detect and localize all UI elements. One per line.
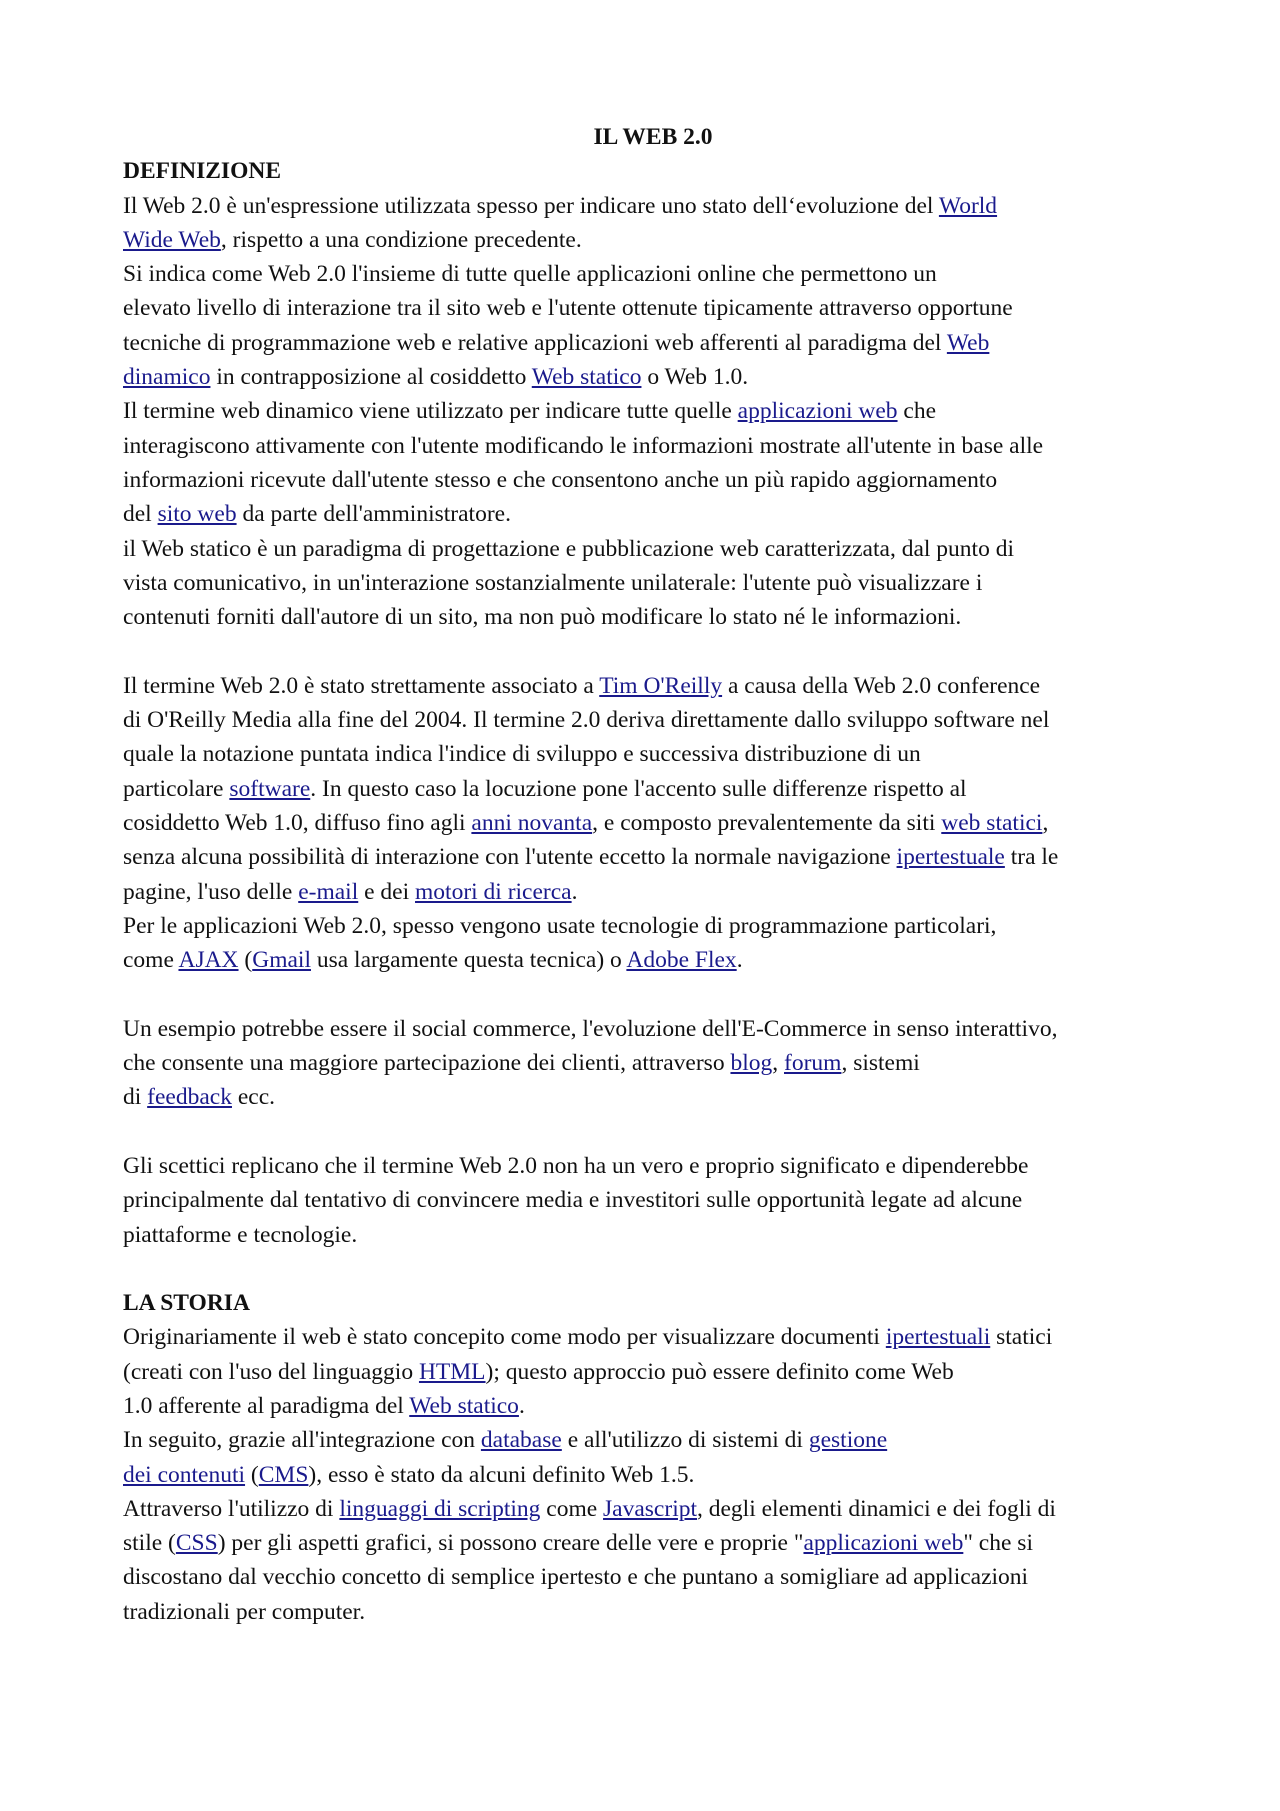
link-web-dinamico[interactable]: dinamico (123, 364, 211, 391)
text: ) per gli aspetti grafici, si possono creare delle vere e proprie " (217, 1530, 804, 1557)
text-line (123, 223, 1183, 257)
link-linguaggi-di-scripting[interactable]: linguaggi di scripting (339, 1495, 541, 1522)
text: a causa della Web 2.0 conference (722, 672, 1041, 699)
text: , rispetto a una condizione precedente. (220, 226, 582, 253)
text-line (123, 394, 1183, 428)
text: senza alcuna possibilità di interazione con l'utente eccetto la normale navigazione (123, 844, 897, 871)
definition-section (123, 189, 1183, 635)
link-world-wide-web[interactable]: World (938, 192, 998, 219)
link-applicazioni-web[interactable]: applicazioni web (737, 398, 898, 425)
text-line (123, 1526, 1183, 1560)
text-line (123, 360, 1183, 394)
link-forum[interactable]: forum (784, 1050, 842, 1077)
blank-line (123, 977, 1183, 1011)
text-line (123, 497, 1183, 531)
link-feedback[interactable]: feedback (147, 1084, 232, 1111)
text-line: Per le applicazioni Web 2.0, spesso vengono usate tecnologie di programmazione particolari, (123, 912, 997, 939)
blank-line (123, 1252, 1183, 1286)
link-cms[interactable]: CMS (258, 1461, 309, 1488)
link-software[interactable]: software (229, 775, 311, 802)
text: ), esso è stato da alcuni definito Web 1.5. (308, 1461, 695, 1488)
text: tecniche di programmazione web e relative applicazioni web afferenti al paradigma del (123, 329, 947, 356)
text-line (123, 943, 1183, 977)
link-motori-di-ricerca[interactable]: motori di ricerca (415, 878, 572, 905)
text: , sistemi (841, 1050, 920, 1077)
text-line (123, 1423, 1183, 1457)
text: , degli elementi dinamici e dei fogli di (697, 1495, 1056, 1522)
link-ipertestuale[interactable]: ipertestuale (896, 844, 1005, 871)
link-web-statico[interactable]: Web statico (409, 1392, 519, 1419)
link-world-wide-web[interactable]: Wide Web (123, 226, 221, 253)
link-adobe-flex[interactable]: Adobe Flex (626, 947, 737, 974)
text: " che si (963, 1530, 1033, 1557)
text: Il termine web dinamico viene utilizzato per indicare tutte quelle (123, 398, 738, 425)
text: di (123, 1084, 148, 1111)
text-line: il Web statico è un paradigma di progettazione e pubblicazione web caratterizzata, dal punto di (123, 535, 1014, 562)
text-line: principalmente dal tentativo di convincere media e investitori sulle opportunità legate ad alcune (123, 1187, 1023, 1214)
text-line (123, 1492, 1183, 1526)
text-line: informazioni ricevute dall'utente stesso e che consentono anche un più rapido aggiornamento (123, 466, 998, 493)
text: In seguito, grazie all'integrazione con (123, 1427, 481, 1454)
text: particolare (123, 775, 230, 802)
link-css[interactable]: CSS (175, 1530, 218, 1557)
link-gmail[interactable]: Gmail (252, 947, 311, 974)
document-page (123, 120, 1183, 1629)
text: (creati con l'uso del linguaggio (123, 1358, 419, 1385)
text-line: discostano dal vecchio concetto di semplice ipertesto e che puntano a somigliare ad applicazioni (123, 1564, 1029, 1591)
text-line (123, 669, 1183, 703)
text-line (123, 1355, 1183, 1389)
text: , e composto prevalentemente da siti (592, 809, 942, 836)
text-line: Si indica come Web 2.0 l'insieme di tutte quelle applicazioni online che permettono un (123, 261, 937, 288)
text: ); questo approccio può essere definito come Web (485, 1358, 954, 1385)
section-heading-la-storia: LA STORIA (123, 1290, 250, 1317)
history-section (123, 1320, 1183, 1629)
paragraph-oreilly (123, 669, 1183, 978)
text: ecc. (231, 1084, 276, 1111)
link-web-statico[interactable]: Web statico (531, 364, 642, 391)
link-tim-oreilly[interactable]: Tim O'Reilly (599, 672, 723, 699)
text-line (123, 875, 1183, 909)
text: usa largamente questa tecnica) o (310, 947, 627, 974)
text: . (571, 878, 578, 905)
paragraph-social-commerce (123, 1012, 1183, 1115)
link-e-mail[interactable]: e-mail (298, 878, 359, 905)
link-gestione-dei-contenuti[interactable]: gestione (808, 1427, 888, 1454)
text-line: vista comunicativo, in un'interazione sostanzialmente unilaterale: l'utente può visualizzare i (123, 569, 983, 596)
text-line: piattaforme e tecnologie. (123, 1221, 358, 1248)
link-web-statici[interactable]: web statici (941, 809, 1043, 836)
text-line: Gli scettici replicano che il termine Web 2.0 non ha un vero e proprio significato e dipenderebbe (123, 1152, 1029, 1179)
text: del (123, 501, 158, 528)
link-web-dinamico[interactable]: Web (946, 329, 990, 356)
text-line: contenuti forniti dall'autore di un sito, ma non può modificare lo stato né le informazioni. (123, 604, 962, 631)
link-blog[interactable]: blog (730, 1050, 773, 1077)
text-line: interagiscono attivamente con l'utente modificando le informazioni mostrate all'utente in base alle (123, 432, 1044, 459)
text: ( (245, 1461, 259, 1488)
text: e dei (358, 878, 416, 905)
text-line (123, 326, 1183, 360)
text: Attraverso l'utilizzo di (123, 1495, 340, 1522)
text: pagine, l'uso delle (123, 878, 299, 905)
link-gestione-dei-contenuti[interactable]: dei contenuti (123, 1461, 246, 1488)
text: , (1042, 809, 1049, 836)
text: da parte dell'amministratore. (236, 501, 511, 528)
text: e all'utilizzo di sistemi di (561, 1427, 809, 1454)
text: 1.0 afferente al paradigma del (123, 1392, 410, 1419)
link-html[interactable]: HTML (418, 1358, 486, 1385)
text-line: elevato livello di interazione tra il sito web e l'utente ottenute tipicamente attraverso opportune (123, 295, 1013, 322)
text: che consente una maggiore partecipazione dei clienti, attraverso (123, 1050, 731, 1077)
section-heading-definizione: DEFINIZIONE (123, 158, 282, 185)
text-line (123, 1046, 1183, 1080)
text: ( (238, 947, 253, 974)
paragraph-scettici (123, 1149, 1183, 1252)
text-line (123, 840, 1183, 874)
text: stile ( (123, 1530, 176, 1557)
text: . (736, 947, 743, 974)
link-applicazioni-web[interactable]: applicazioni web (803, 1530, 964, 1557)
text-line (123, 1320, 1183, 1354)
text-line: quale la notazione puntata indica l'indice di sviluppo e successiva distribuzione di un (123, 741, 921, 768)
text: che (897, 398, 937, 425)
text: come (540, 1495, 604, 1522)
text: o Web 1.0. (641, 364, 749, 391)
link-ajax[interactable]: AJAX (178, 947, 239, 974)
blank-line (123, 634, 1183, 668)
text: tra le (1004, 844, 1059, 871)
text-line: di O'Reilly Media alla fine del 2004. Il termine 2.0 deriva direttamente dallo sviluppo software nel (123, 707, 1050, 734)
link-sito-web[interactable]: sito web (157, 501, 237, 528)
text: in contrapposizione al cosiddetto (210, 364, 532, 391)
text: . In questo caso la locuzione pone l'accento sulle differenze rispetto al (310, 775, 967, 802)
text: cosiddetto Web 1.0, diffuso fino agli (123, 809, 472, 836)
text: , (772, 1050, 784, 1077)
text: come (123, 947, 179, 974)
link-javascript[interactable]: Javascript (603, 1495, 697, 1522)
text: Originariamente il web è stato concepito come modo per visualizzare documenti (123, 1324, 886, 1351)
text-line (123, 1458, 1183, 1492)
document-title: IL WEB 2.0 (593, 124, 713, 150)
text: Il Web 2.0 è un'espressione utilizzata spesso per indicare uno stato dell‘evoluzione del (123, 192, 939, 219)
link-anni-novanta[interactable]: anni novanta (471, 809, 593, 836)
text: . (518, 1392, 525, 1419)
blank-line (123, 1115, 1183, 1149)
text: Il termine Web 2.0 è stato strettamente associato a (123, 672, 600, 699)
link-ipertestuali[interactable]: ipertestuali (885, 1324, 991, 1351)
text-line: tradizionali per computer. (123, 1598, 366, 1625)
text-line (123, 189, 1183, 223)
text-line (123, 772, 1183, 806)
text-line (123, 1389, 1183, 1423)
text: statici (990, 1324, 1053, 1351)
text-line: Un esempio potrebbe essere il social commerce, l'evoluzione dell'E-Commerce in senso interattivo, (123, 1015, 1058, 1042)
link-database[interactable]: database (480, 1427, 562, 1454)
text-line (123, 1080, 1183, 1114)
text-line (123, 806, 1183, 840)
